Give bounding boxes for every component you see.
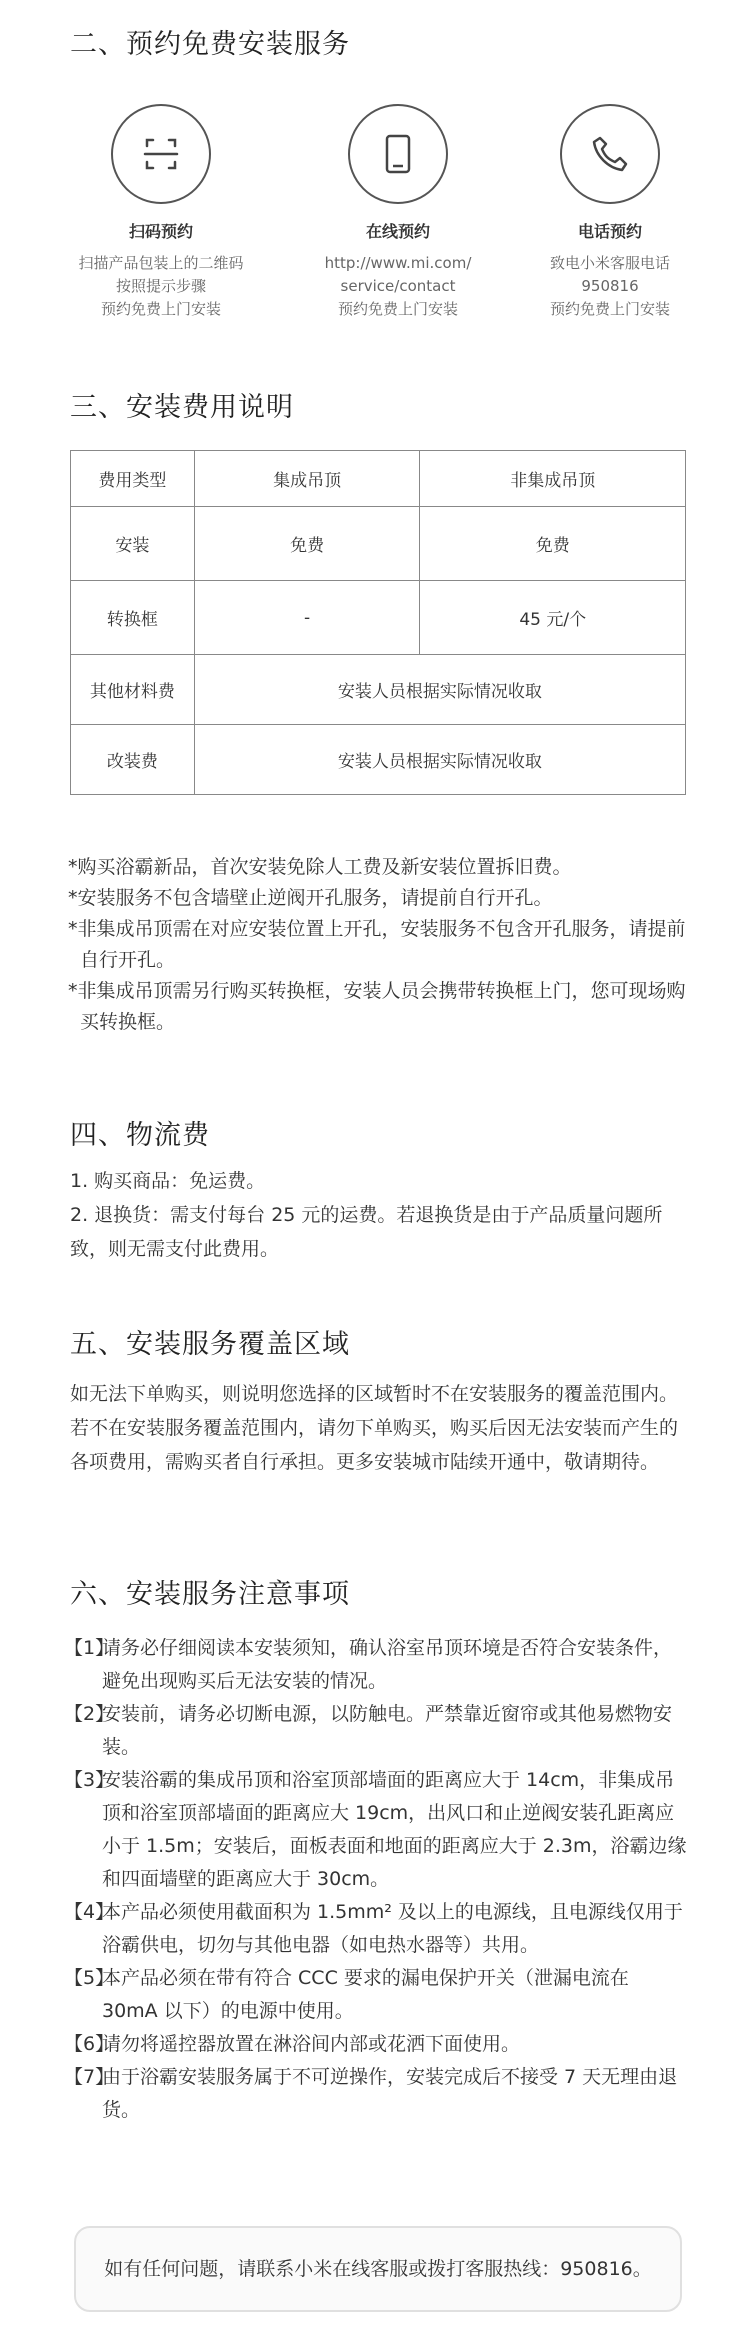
table-row: [71, 655, 686, 725]
list-item: 【4】 本产品必须使用截面积为 1.5mm² 及以上的电源线，且电源线仅用于浴霸供电，切勿与其他电器（如电热水器等）共用。: [64, 1901, 683, 1956]
fee-table: [70, 450, 686, 795]
table-cell: 安装人员根据实际情况收取: [194, 725, 685, 795]
list-item: 【6】 请勿将遥控器放置在淋浴间内部或花洒下面使用。: [64, 2033, 521, 2055]
list-item: 【3】 安装浴霸的集成吊顶和浴室顶部墙面的距离应大于 14cm，非集成吊顶和浴室顶部墙面的距离应大 19cm，出风口和止逆阀安装孔距离应小于 1.5m；安装后，面板表面和地面的距离应大于 2.3m，浴霸边缘和四面墙壁的距离应大于 30cm。: [64, 1769, 687, 1890]
phone-online-icon: [348, 104, 448, 204]
section-title-notes: 六、安装服务注意事项: [70, 1579, 350, 1610]
list-item: 【5】 本产品必须在带有符合 CCC 要求的漏电保护开关（泄漏电流在 30mA 以下）的电源中使用。: [64, 1967, 629, 2022]
precautions-list: [64, 1632, 690, 2127]
table-cell: 免费: [420, 507, 686, 581]
service-desc-online: http://www.mi.com/ service/contact 预约免费上门安装: [278, 252, 518, 321]
section-title-fees: 三、安装费用说明: [70, 392, 294, 423]
fee-note: *安装服务不包含墙壁止逆阀开孔服务，请提前自行开孔。: [68, 887, 553, 909]
table-row: [71, 581, 686, 655]
logistics-item: 1. 购买商品：免运费。: [70, 1170, 266, 1192]
table-header-row: [71, 451, 686, 507]
qr-scan-icon: [111, 104, 211, 204]
section-title-booking: 二、预约免费安装服务: [70, 29, 350, 60]
service-url[interactable]: http://www.mi.com/: [324, 254, 472, 272]
service-title-phone: 电话预约: [577, 222, 642, 241]
service-desc-phone: 致电小米客服电话 950816 预约免费上门安装: [490, 252, 730, 321]
fee-note: *非集成吊顶需在对应安装位置上开孔，安装服务不包含开孔服务，请提前自行开孔。: [68, 918, 686, 971]
fee-notes: [68, 852, 688, 1038]
list-item: 【2】 安装前，请务必切断电源，以防触电。严禁靠近窗帘或其他易燃物安装。: [64, 1703, 673, 1758]
table-header-cell: 集成吊顶: [194, 451, 420, 507]
table-row: [71, 725, 686, 795]
telephone-icon: [560, 104, 660, 204]
list-item: 【1】 请务必仔细阅读本安装须知，确认浴室吊顶环境是否符合安装条件，避免出现购买后无法安装的情况。: [64, 1637, 673, 1692]
fee-note: *非集成吊顶需另行购买转换框，安装人员会携带转换框上门，您可现场购买转换框。: [68, 980, 686, 1033]
table-cell: 45 元/个: [420, 581, 686, 655]
table-cell: 安装人员根据实际情况收取: [194, 655, 685, 725]
contact-footer: 如有任何问题，请联系小米在线客服或拨打客服热线：950816。: [74, 2226, 682, 2312]
table-cell: -: [194, 581, 420, 655]
service-title-online: 在线预约: [365, 222, 430, 241]
list-item: 【7】 由于浴霸安装服务属于不可逆操作，安装完成后不接受 7 天无理由退货。: [64, 2066, 678, 2121]
coverage-text: 如无法下单购买，则说明您选择的区域暂时不在安装服务的覆盖范围内。若不在安装服务覆盖范围内，请勿下单购买，购买后因无法安装而产生的各项费用，需购买者自行承担。更多安装城市陆续开通中，敬请期待。: [70, 1383, 679, 1473]
service-desc-scan: 扫描产品包装上的二维码 按照提示步骤 预约免费上门安装: [78, 254, 244, 318]
table-cell: 转换框: [71, 581, 195, 655]
table-cell: 安装: [71, 507, 195, 581]
table-header-cell: 费用类型: [71, 451, 195, 507]
table-row: [71, 507, 686, 581]
table-header-cell: 非集成吊顶: [420, 451, 686, 507]
fee-note: *购买浴霸新品，首次安装免除人工费及新安装位置拆旧费。: [68, 856, 572, 878]
table-cell: 其他材料费: [71, 655, 195, 725]
table-cell: 改装费: [71, 725, 195, 795]
logistics-item: 2. 退换货：需支付每台 25 元的运费。若退换货是由于产品质量问题所致，则无需支付此费用。: [70, 1204, 663, 1260]
service-title-scan: 扫码预约: [128, 222, 193, 241]
section-title-logistics: 四、物流费: [70, 1120, 210, 1151]
logistics-list: [70, 1164, 690, 1266]
service-phone-number: 950816: [581, 277, 639, 295]
table-cell: 免费: [194, 507, 420, 581]
section-title-coverage: 五、安装服务覆盖区域: [70, 1329, 350, 1360]
